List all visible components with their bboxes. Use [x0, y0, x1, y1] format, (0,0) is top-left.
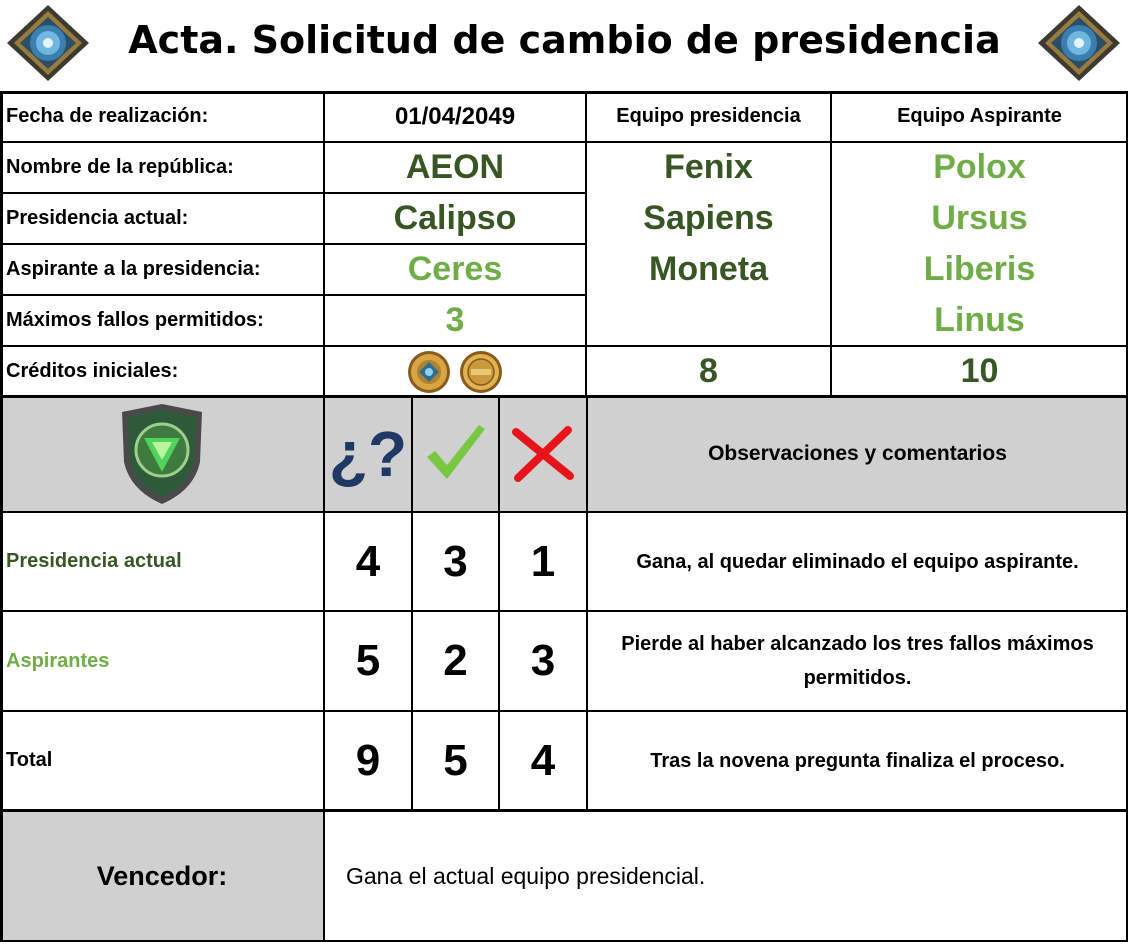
presidencia-value: Calipso: [393, 199, 517, 237]
fallos-count: 3: [530, 636, 556, 685]
aspirante-label: Aspirante a la presidencia:: [6, 258, 261, 280]
republica-value: AEON: [405, 148, 505, 186]
preguntas-count: 5: [355, 636, 381, 685]
question-icon: ¿?: [328, 418, 408, 490]
equipo-presidencia-member: Sapiens: [643, 199, 774, 237]
grid-line: [0, 511, 1128, 513]
result-row-label: Aspirantes: [6, 649, 110, 672]
shield-icon: [114, 402, 210, 506]
preguntas-count: 4: [355, 536, 381, 586]
grid-line: [0, 940, 1128, 942]
fallos-count: 4: [530, 735, 556, 785]
grid-line: [323, 91, 325, 942]
grid-line: [0, 809, 1128, 812]
grid-line: [0, 294, 586, 296]
vencedor-label: Vencedor:: [96, 860, 228, 891]
emblem-icon: [1036, 3, 1122, 83]
grid-line: [0, 141, 1128, 143]
grid-line: [0, 610, 1128, 612]
grid-line: [0, 710, 1128, 712]
acta-table: [0, 91, 1128, 942]
coin-icon: [399, 347, 511, 395]
equipo-presidencia-member: Moneta: [649, 250, 768, 288]
aciertos-count: 3: [443, 536, 468, 586]
grid-line: [0, 91, 1128, 94]
grid-line: [586, 396, 588, 810]
creditos-presidencia: 8: [699, 351, 718, 390]
equipo-aspirante-member: Liberis: [923, 250, 1036, 288]
observacion-text: Gana, al quedar eliminado el equipo aspirante.: [636, 550, 1079, 573]
aciertos-count: 5: [443, 735, 468, 785]
cross-icon: [499, 396, 587, 512]
equipo-presidencia-member: Fenix: [664, 148, 753, 186]
creditos-label: Créditos iniciales:: [6, 359, 179, 382]
grid-line: [411, 396, 413, 810]
creditos-aspirante: 10: [960, 351, 999, 390]
fallos-value: 3: [445, 301, 465, 339]
vencedor-value: Gana el actual equipo presidencial.: [346, 862, 706, 889]
result-row-label: Total: [6, 749, 53, 771]
grid-line: [585, 91, 587, 396]
check-mark-icon: [423, 421, 489, 487]
equipo-aspirante-member: Linus: [934, 301, 1025, 339]
grid-line: [0, 91, 3, 942]
grid-line: [0, 192, 586, 194]
shield-emblem: [0, 396, 324, 512]
aciertos-count: 2: [443, 636, 468, 685]
grid-line: [0, 395, 1128, 398]
grid-line: [0, 345, 1128, 347]
document-header: [0, 0, 1129, 90]
presidencia-label: Presidencia actual:: [6, 207, 189, 229]
result-row-label: Presidencia actual: [6, 550, 182, 572]
coins: [324, 346, 586, 396]
grid-line: [498, 396, 500, 810]
fecha-label: Fecha de realización:: [6, 105, 209, 127]
fallos-count: 1: [530, 536, 556, 586]
equipo-aspirante-member: Polox: [933, 148, 1026, 186]
fecha-value: 01/04/2049: [394, 102, 516, 130]
republica-label: Nombre de la república:: [6, 156, 234, 178]
grid-line: [830, 91, 832, 396]
preguntas-count: 9: [355, 735, 381, 785]
equipo-aspirante-member: Ursus: [931, 199, 1028, 237]
fallos-label: Máximos fallos permitidos:: [6, 309, 264, 331]
equipo-aspirante-header: Equipo Aspirante: [897, 105, 1062, 127]
grid-line: [0, 243, 586, 245]
check-icon: [412, 396, 499, 512]
x-mark-icon: [512, 426, 574, 482]
grid-line: [1126, 91, 1128, 942]
page-title: Acta. Solicitud de cambio de presidencia: [128, 18, 1001, 62]
equipo-presidencia-header: Equipo presidencia: [616, 105, 801, 127]
observacion-text: Tras la novena pregunta finaliza el proceso.: [650, 749, 1065, 772]
observacion-text: Pierde al haber alcanzado los tres fallos máximos permitidos.: [621, 633, 1094, 689]
aspirante-value: Ceres: [407, 250, 503, 288]
observaciones-header: Observaciones y comentarios: [708, 442, 1007, 465]
